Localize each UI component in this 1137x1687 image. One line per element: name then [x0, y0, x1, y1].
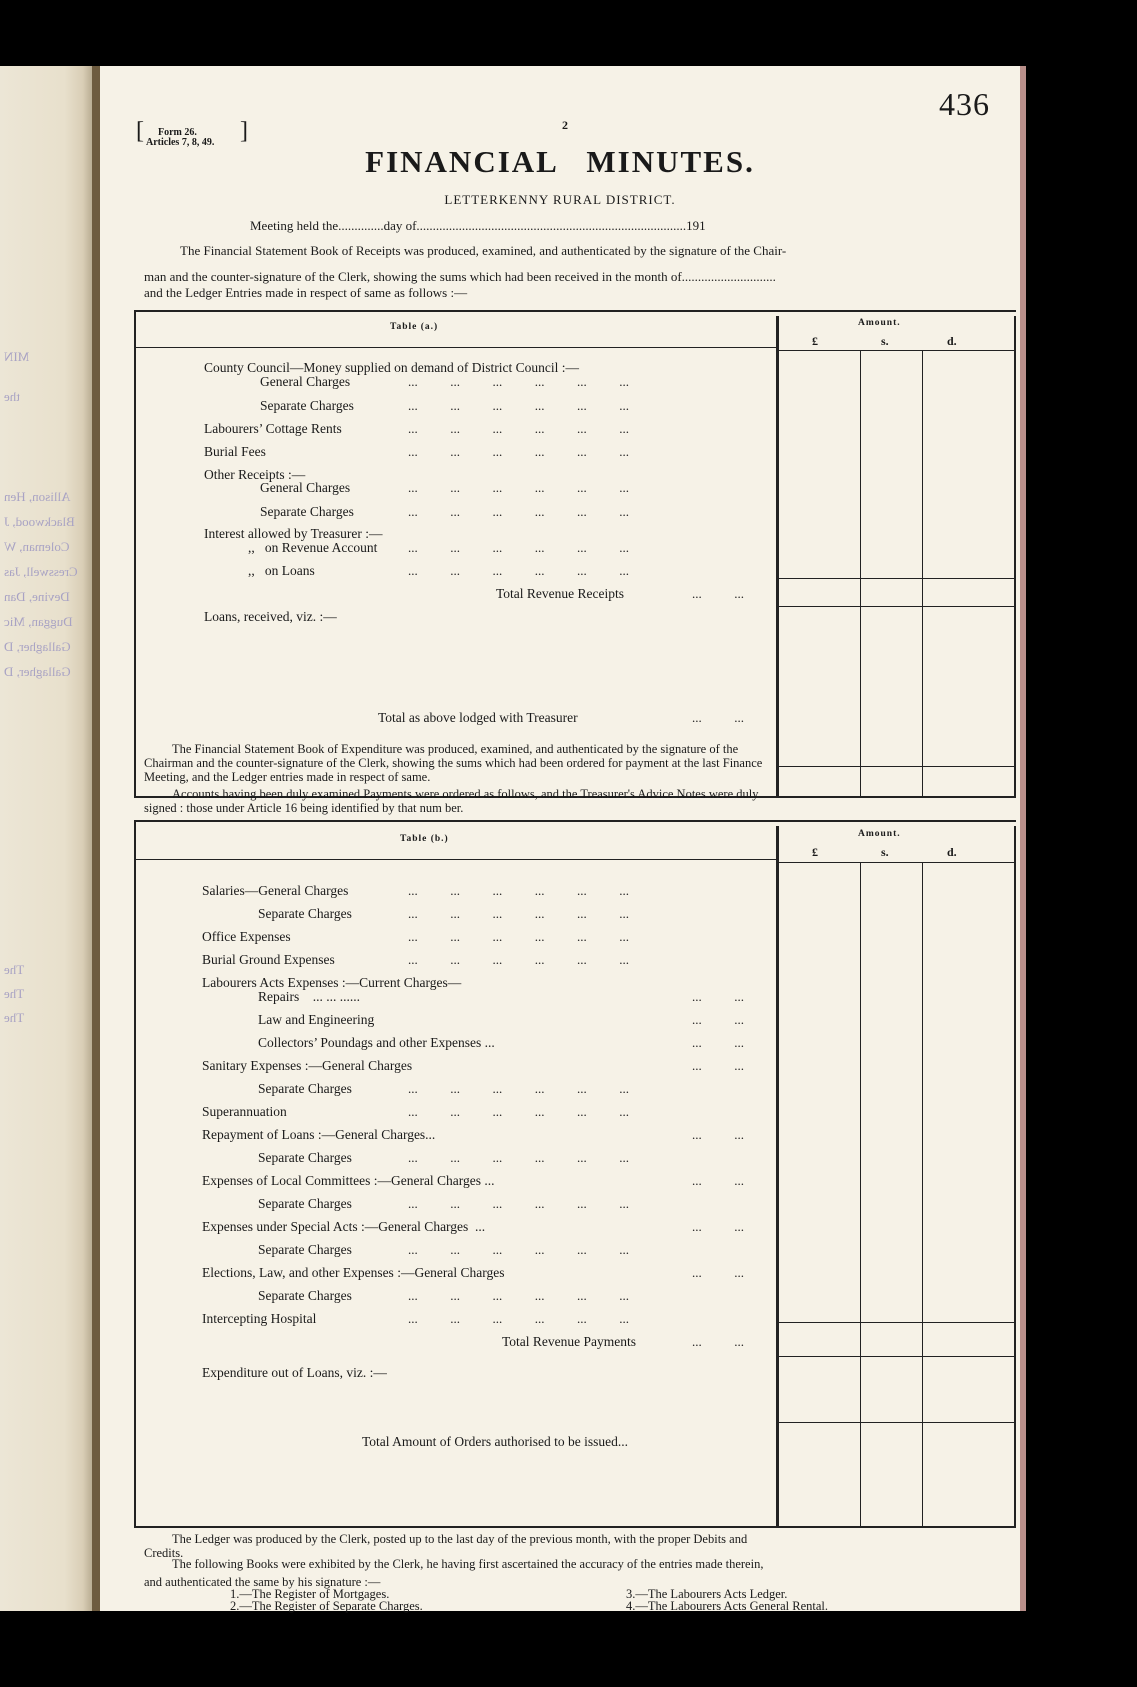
expenditure-para-1c: Meeting, and the Ledger entries made in respect of same. [144, 770, 431, 784]
leader-dots: ... ... ... ... ... ... [408, 906, 629, 921]
meeting-line: Meeting held the..............day of...................................................................................191 [250, 218, 706, 233]
table-b-bottom-rule [134, 1526, 1016, 1528]
table-b-row-intercepting-hospital: Intercepting Hospital [202, 1311, 317, 1326]
table-b-row-elections: Elections, Law, and other Expenses :—General Charges [202, 1265, 505, 1280]
right-bracket: ] [240, 118, 248, 144]
table-b-header-rule [134, 859, 776, 860]
table-a-row-other-separate: Separate Charges [260, 504, 354, 519]
table-b-title: Table (b.) [400, 834, 449, 844]
table-a-row-total-revenue: Total Revenue Receipts [496, 586, 625, 601]
table-b-row-elections-separate: Separate Charges [258, 1288, 352, 1303]
leader-dots: ... ... [692, 710, 744, 725]
table-b-row-law-engineering: Law and Engineering [258, 1012, 375, 1027]
leader-dots: ... ... ... ... ... ... [408, 563, 629, 578]
leader-dots: ... ... ... ... ... ... [408, 374, 629, 389]
table-b-shilling-divider [922, 862, 923, 1526]
bleed-through-text: Coleman, W [4, 539, 70, 554]
leader-dots: ... ... [692, 1058, 744, 1073]
table-a-amount-header-rule [779, 350, 1014, 351]
leader-dots: ... ... ... ... ... ... [408, 883, 629, 898]
table-a-row-separate-charges: Separate Charges [260, 398, 354, 413]
bleed-through-text: Devine, Dan [4, 589, 70, 604]
leader-dots: ... ... ... ... ... ... [408, 540, 629, 555]
bleed-through-text: The [4, 986, 25, 1001]
leader-dots: ... ... ... ... ... ... [408, 929, 629, 944]
bleed-through-text: Cresswell, Jas [4, 564, 78, 579]
book-item-2: 2.—The Register of Separate Charges. [230, 1599, 423, 1613]
table-a-total-rule-bottom [779, 606, 1014, 607]
page-title: FINANCIAL MINUTES. [365, 144, 755, 179]
book-item-4: 4.—The Labourers Acts General Rental. [626, 1599, 829, 1613]
intro-line-3: and the Ledger Entries made in respect of same as follows :— [144, 285, 468, 300]
accounts-para-b: signed : those under Article 16 being identified by that num ber. [144, 801, 464, 815]
table-b-top-rule [134, 820, 1016, 822]
leader-dots: ... ... ... ... ... ... [408, 1311, 629, 1326]
form-line-2: Articles 7, 8, 49. [146, 137, 215, 148]
table-b-row-total-revenue-payments: Total Revenue Payments [502, 1334, 637, 1349]
leader-dots: ... ... ... ... ... ... [408, 1242, 629, 1257]
leader-dots: ... ... ... ... ... ... [408, 398, 629, 413]
table-a-row-revenue-account: ,, on Revenue Account [248, 540, 378, 555]
table-b-row-sanitary: Sanitary Expenses :—General Charges [202, 1058, 413, 1073]
table-b-row-burial-ground: Burial Ground Expenses [202, 952, 335, 967]
table-b-row-expenditure-loans: Expenditure out of Loans, viz. :— [202, 1365, 387, 1380]
ledger-line-1: The Ledger was produced by the Clerk, posted up to the last day of the previous month, with the proper Debits and [172, 1532, 748, 1546]
intro-line-2: man and the counter-signature of the Clerk, showing the sums which had been received in the month of............................. [144, 269, 776, 284]
document-page [100, 66, 1020, 1611]
leader-dots: ... ... [692, 586, 744, 601]
expenditure-para-1b: Chairman and the counter-signature of the Clerk, showing the sums which had been ordered for payment at the last Finance [144, 756, 763, 770]
table-a-row-burial-fees: Burial Fees [204, 444, 266, 459]
books-line-1: The following Books were exhibited by the Clerk, he having first ascertained the accuracy of the entries made therein, [172, 1557, 764, 1571]
leader-dots: ... ... [692, 1035, 744, 1050]
table-a-pound-divider [860, 350, 861, 796]
accounts-para-a: Accounts having been duly examined Payments were ordered as follows, and the Treasurer's Advice Notes were duly [172, 787, 759, 801]
table-a-header-rule [134, 347, 776, 348]
table-b-row-local-committees: Expenses of Local Committees :—General Charges ... [202, 1173, 495, 1188]
bleed-through-text: the [4, 389, 20, 404]
leader-dots: ... ... ... ... ... ... [408, 1150, 629, 1165]
table-b-row-special-separate: Separate Charges [258, 1242, 352, 1257]
leader-dots: ... ... ... ... ... ... [408, 480, 629, 495]
page-edge [1020, 66, 1026, 1611]
table-a-top-rule [134, 310, 1016, 312]
table-a-row-total-lodged: Total as above lodged with Treasurer [378, 710, 578, 725]
table-b-row-salaries: Salaries—General Charges [202, 883, 349, 898]
table-a-shilling-divider [922, 350, 923, 796]
expenditure-para-1a: The Financial Statement Book of Expenditure was produced, examined, and authenticated by the signature of the [172, 742, 739, 756]
table-b-row-repayment-separate: Separate Charges [258, 1150, 352, 1165]
bleed-through-text: The [4, 1010, 25, 1025]
book-item-3: 3.—The Labourers Acts Ledger. [626, 1587, 788, 1601]
table-b-col-shillings: s. [881, 845, 889, 859]
district-name: LETTERKENNY RURAL DISTRICT. [444, 192, 676, 207]
ledger-line-2: Credits. [144, 1546, 184, 1560]
table-b-total-rule-top [779, 1322, 1014, 1323]
leader-dots: ... ... [692, 1012, 744, 1027]
table-a-col-pound: £ [812, 334, 818, 348]
table-b-amount-header: Amount. [858, 829, 901, 839]
table-a-row-other-general: General Charges [260, 480, 351, 495]
leader-dots: ... ... [692, 1219, 744, 1234]
table-a-left-rule [134, 310, 136, 798]
bleed-through-text: Gallagher, D [4, 639, 71, 654]
leader-dots: ... ... ... ... ... ... [408, 444, 629, 459]
table-b-row-salaries-separate: Separate Charges [258, 906, 352, 921]
leader-dots: ... ... ... ... ... ... [408, 1104, 629, 1119]
leader-dots: ... ... [692, 1334, 744, 1349]
book-item-1: 1.—The Register of Mortgages. [230, 1587, 390, 1601]
table-b-col-pound: £ [812, 845, 818, 859]
book-binding [92, 66, 100, 1611]
form-line-1: Form 26. [158, 127, 197, 138]
page-number: 2 [562, 118, 568, 132]
table-b-row-repairs: Repairs ... ... ...... [258, 989, 360, 1004]
table-b-row-labourers-acts: Labourers Acts Expenses :—Current Charges— [202, 975, 462, 990]
books-line-2: and authenticated the same by his signature :— [144, 1575, 381, 1589]
table-a-col-shillings: s. [881, 334, 889, 348]
table-a-col-pence: d. [947, 334, 957, 348]
leader-dots: ... ... [692, 1127, 744, 1142]
bleed-through-text: Allison, Hen [4, 489, 71, 504]
table-b-row-repayment: Repayment of Loans :—General Charges... [202, 1127, 436, 1142]
table-a-row-interest: Interest allowed by Treasurer :— [204, 526, 383, 541]
leader-dots: ... ... [692, 989, 744, 1004]
intro-line-1: The Financial Statement Book of Receipts was produced, examined, and authenticated by the signature of the Chair- [180, 243, 787, 258]
bleed-through-text: MIN [4, 349, 30, 364]
leader-dots: ... ... ... ... ... ... [408, 421, 629, 436]
table-b-col-pence: d. [947, 845, 957, 859]
table-b-total-rule-bottom [779, 1356, 1014, 1357]
folio-number: 436 [939, 86, 990, 122]
leader-dots: ... ... [692, 1173, 744, 1188]
table-b-row-superannuation: Superannuation [202, 1104, 287, 1119]
table-b-left-rule [134, 820, 136, 1528]
bleed-through-text: Blackwood, J [4, 514, 75, 529]
table-b-row-special-acts: Expenses under Special Acts :—General Charges ... [202, 1219, 486, 1234]
table-a-amount-divider [776, 316, 779, 796]
table-b-row-office: Office Expenses [202, 929, 291, 944]
table-b-pound-divider [860, 862, 861, 1526]
facing-page [0, 66, 92, 1611]
table-a-row-cottage-rents: Labourers’ Cottage Rents [204, 421, 342, 436]
leader-dots: ... ... ... ... ... ... [408, 1081, 629, 1096]
table-a-right-rule [1014, 316, 1016, 796]
table-b-right-rule [1014, 826, 1016, 1526]
leader-dots: ... ... ... ... ... ... [408, 504, 629, 519]
table-b-amount-header-rule [779, 862, 1014, 863]
table-a-row-other-receipts: Other Receipts :— [204, 467, 306, 482]
leader-dots: ... ... ... ... ... ... [408, 952, 629, 967]
table-b-row-collectors: Collectors’ Poundags and other Expenses ... [258, 1035, 495, 1050]
bleed-through-text: Gallagher, D [4, 664, 71, 679]
leader-dots: ... ... [692, 1265, 744, 1280]
left-bracket: [ [136, 118, 144, 144]
table-a-row-general-charges: General Charges [260, 374, 351, 389]
table-a-row-on-loans: ,, on Loans [248, 563, 315, 578]
table-b-amount-divider [776, 826, 779, 1526]
table-b-row-local-separate: Separate Charges [258, 1196, 352, 1211]
bleed-through-text: The [4, 962, 25, 977]
leader-dots: ... ... ... ... ... ... [408, 1196, 629, 1211]
table-a-amount-header: Amount. [858, 318, 901, 328]
bleed-through-text: Duggan, Mic [4, 614, 73, 629]
table-a-row-loans-received: Loans, received, viz. :— [204, 609, 337, 624]
table-b-row-total-orders: Total Amount of Orders authorised to be issued... [362, 1434, 629, 1449]
leader-dots: ... ... ... ... ... ... [408, 1288, 629, 1303]
table-b-row-sanitary-separate: Separate Charges [258, 1081, 352, 1096]
table-a-title: Table (a.) [390, 322, 439, 332]
table-a-row-county-council: County Council—Money supplied on demand of District Council :— [204, 360, 579, 375]
table-a-total-rule-top [779, 578, 1014, 579]
table-b-grand-total-rule [779, 1422, 1014, 1423]
